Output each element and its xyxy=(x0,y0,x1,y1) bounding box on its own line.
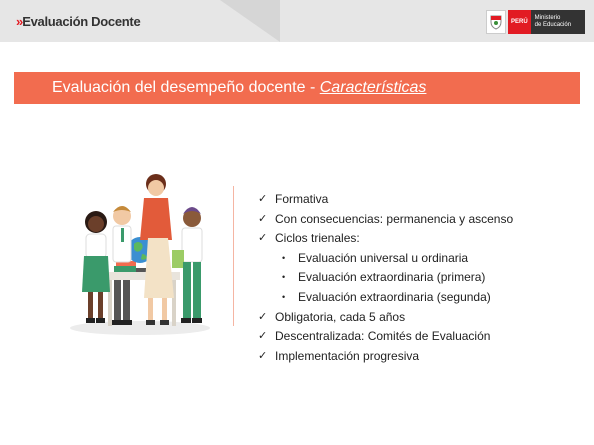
dot-icon: • xyxy=(282,272,286,283)
teacher-students-illustration xyxy=(64,168,214,338)
coat-of-arms-icon xyxy=(486,10,506,34)
brand-arrows-icon: » xyxy=(16,14,22,29)
list-item xyxy=(258,327,513,347)
slide-title-main: Evaluación del desempeño docente - xyxy=(52,79,320,96)
list-item xyxy=(258,308,513,328)
slide-title xyxy=(52,79,426,97)
sub-list-item xyxy=(258,268,513,288)
slide-title-sub: Características xyxy=(319,79,427,96)
title-bar xyxy=(14,72,580,104)
check-mark-icon: ✓ xyxy=(258,330,268,343)
logo-ministry-line2: de Educación xyxy=(534,22,572,28)
logo-ministry xyxy=(531,10,585,34)
dot-icon: • xyxy=(282,291,286,302)
list-item xyxy=(258,210,513,230)
check-mark-icon: ✓ xyxy=(258,349,268,362)
check-mark-icon: ✓ xyxy=(258,193,268,205)
sub-list-item xyxy=(258,288,513,308)
list-item-text: Implementación progresiva xyxy=(275,348,420,363)
header-decoration xyxy=(220,0,280,42)
brand-text: Evaluación Docente xyxy=(22,14,141,29)
content-divider xyxy=(233,186,234,326)
logo-ministry-line1: Ministerio xyxy=(534,15,561,21)
logo-country: PERÚ xyxy=(508,10,531,34)
list-item xyxy=(258,229,513,249)
list-item xyxy=(258,347,513,367)
characteristics-list xyxy=(258,190,513,366)
list-item-text: Obligatoria, cada 5 años xyxy=(275,309,406,324)
list-item-text: Descentralizada: Comités de Evaluación xyxy=(275,329,491,344)
list-item-text: Con consecuencias: permanencia y ascenso xyxy=(275,211,514,226)
list-item-text: Ciclos trienales: xyxy=(275,231,360,246)
sub-list-item xyxy=(258,249,513,269)
list-item-text: Evaluación universal u ordinaria xyxy=(298,250,469,265)
brand-logo xyxy=(16,14,140,29)
ministry-logo xyxy=(486,10,585,34)
list-item xyxy=(258,190,513,210)
check-mark-icon: ✓ xyxy=(258,212,268,225)
check-mark-icon: ✓ xyxy=(258,310,268,323)
check-mark-icon: ✓ xyxy=(258,232,268,245)
list-item-text: Evaluación extraordinaria (segunda) xyxy=(298,289,491,304)
list-item-text: Formativa xyxy=(275,192,329,206)
dot-icon: • xyxy=(282,252,286,263)
list-item-text: Evaluación extraordinaria (primera) xyxy=(298,270,486,285)
